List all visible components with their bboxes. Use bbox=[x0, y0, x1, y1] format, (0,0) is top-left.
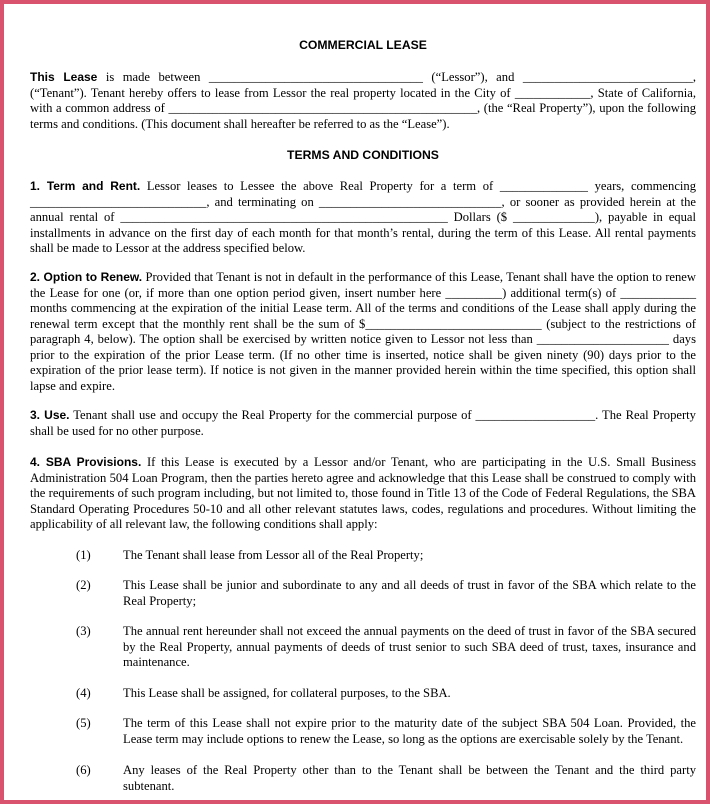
condition-text: Any leases of the Real Property other than to the Tenant shall be between the Tenant and the third party subtenant. bbox=[123, 763, 696, 793]
intro-paragraph bbox=[30, 70, 696, 132]
intro-lead: This Lease bbox=[30, 70, 98, 84]
section-sba-provisions bbox=[30, 455, 696, 533]
document-title: COMMERCIAL LEASE bbox=[299, 38, 427, 52]
section-option-to-renew bbox=[30, 270, 696, 394]
section-text: If this Lease is executed by a Lessor and/or Tenant, who are participating in the U.S. Small Business Administration 504 Loan Program, then the parties hereto agree and acknowledge that this Lease shall be construed to comply with the requirements of such program including, but not limited to, those found in Title 13 of the Code of Federal Regulations, the SBA Standard Operating Procedures 50-10 and all other relevant statutes laws, codes, regulations and procedures. Without limiting the applicability of all relevant law, the following conditions shall apply: bbox=[30, 455, 696, 531]
condition-text: The Tenant shall lease from Lessor all of the Real Property; bbox=[123, 548, 424, 562]
section-heading: 1. Term and Rent. bbox=[30, 179, 141, 193]
intro-text: is made between __________________________________ (“Lessor”), and ___________________________, (“Tenant”). Tenant hereby offers to lease from Lessor the real property located in the City of ____________, State of California, with a common address of _________________________________________________, (the “Real Property”), upon the following terms and conditions. (This document shall hereafter be referred to as the “Lease”). bbox=[30, 70, 697, 131]
section-term-and-rent bbox=[30, 179, 696, 257]
condition-text: The term of this Lease shall not expire prior to the maturity date of the subject SBA 504 Loan. Provided, the Lease term may include options to renew the Lease, so long as the options are exercisable solely by the Tenant. bbox=[123, 716, 696, 746]
condition-text: The annual rent hereunder shall not exceed the annual payments on the deed of trust in favor of the SBA secured by the Real Property, annual payments of deeds of trust senior to such SBA deed of trust, taxes, insurance and maintenance. bbox=[123, 624, 696, 669]
condition-number: (5) bbox=[76, 716, 91, 730]
condition-number: (3) bbox=[76, 624, 91, 638]
condition-number: (2) bbox=[76, 578, 91, 592]
section-use bbox=[30, 408, 696, 439]
terms-subtitle: TERMS AND CONDITIONS bbox=[287, 148, 439, 162]
section-heading: 4. SBA Provisions. bbox=[30, 455, 142, 469]
condition-number: (6) bbox=[76, 763, 91, 777]
condition-text: This Lease shall be assigned, for collateral purposes, to the SBA. bbox=[123, 686, 451, 700]
section-text: Provided that Tenant is not in default in the performance of this Lease, Tenant shall have the option to renew the Lease for one (or, if more than one option period given, insert number here _________) additional term(s) of ____________ months commencing at the expiration of the initial Lease term. All of the terms and conditions of the Lease shall apply during the renewal term except that the monthly rent shall be the sum of $____________________________ (subject to the restrictions of paragraph 4, below). The option shall be exercised by written notice given to Lessor not less than _____________________ days prior to the expiration of the prior Lease term. (If no other time is inserted, notice shall be given ninety (90) days prior to the expiration of the prior lease term). If notice is not given in the manner provided herein within the time specified, this option shall lapse and expire. bbox=[30, 270, 696, 393]
section-heading: 3. Use. bbox=[30, 408, 70, 422]
section-text: Tenant shall use and occupy the Real Property for the commercial purpose of ___________________. The Real Property shall be used for no other purpose. bbox=[30, 408, 696, 438]
section-text: Lessor leases to Lessee the above Real Property for a term of ______________ years, commencing ____________________________, and terminating on _____________________________, or sooner as provided herein at the annual rental of ____________________________________________________ Dollars ($ _____________), payable in equal installments in advance on the first day of each month for that month’s rental, during the term of this Lease. All rental payments shall be made to Lessor at the address specified below. bbox=[30, 179, 696, 255]
condition-number: (1) bbox=[76, 548, 91, 562]
condition-text: This Lease shall be junior and subordinate to any and all deeds of trust in favor of the SBA which relate to the Real Property; bbox=[123, 578, 696, 608]
condition-number: (4) bbox=[76, 686, 91, 700]
section-heading: 2. Option to Renew. bbox=[30, 270, 143, 284]
